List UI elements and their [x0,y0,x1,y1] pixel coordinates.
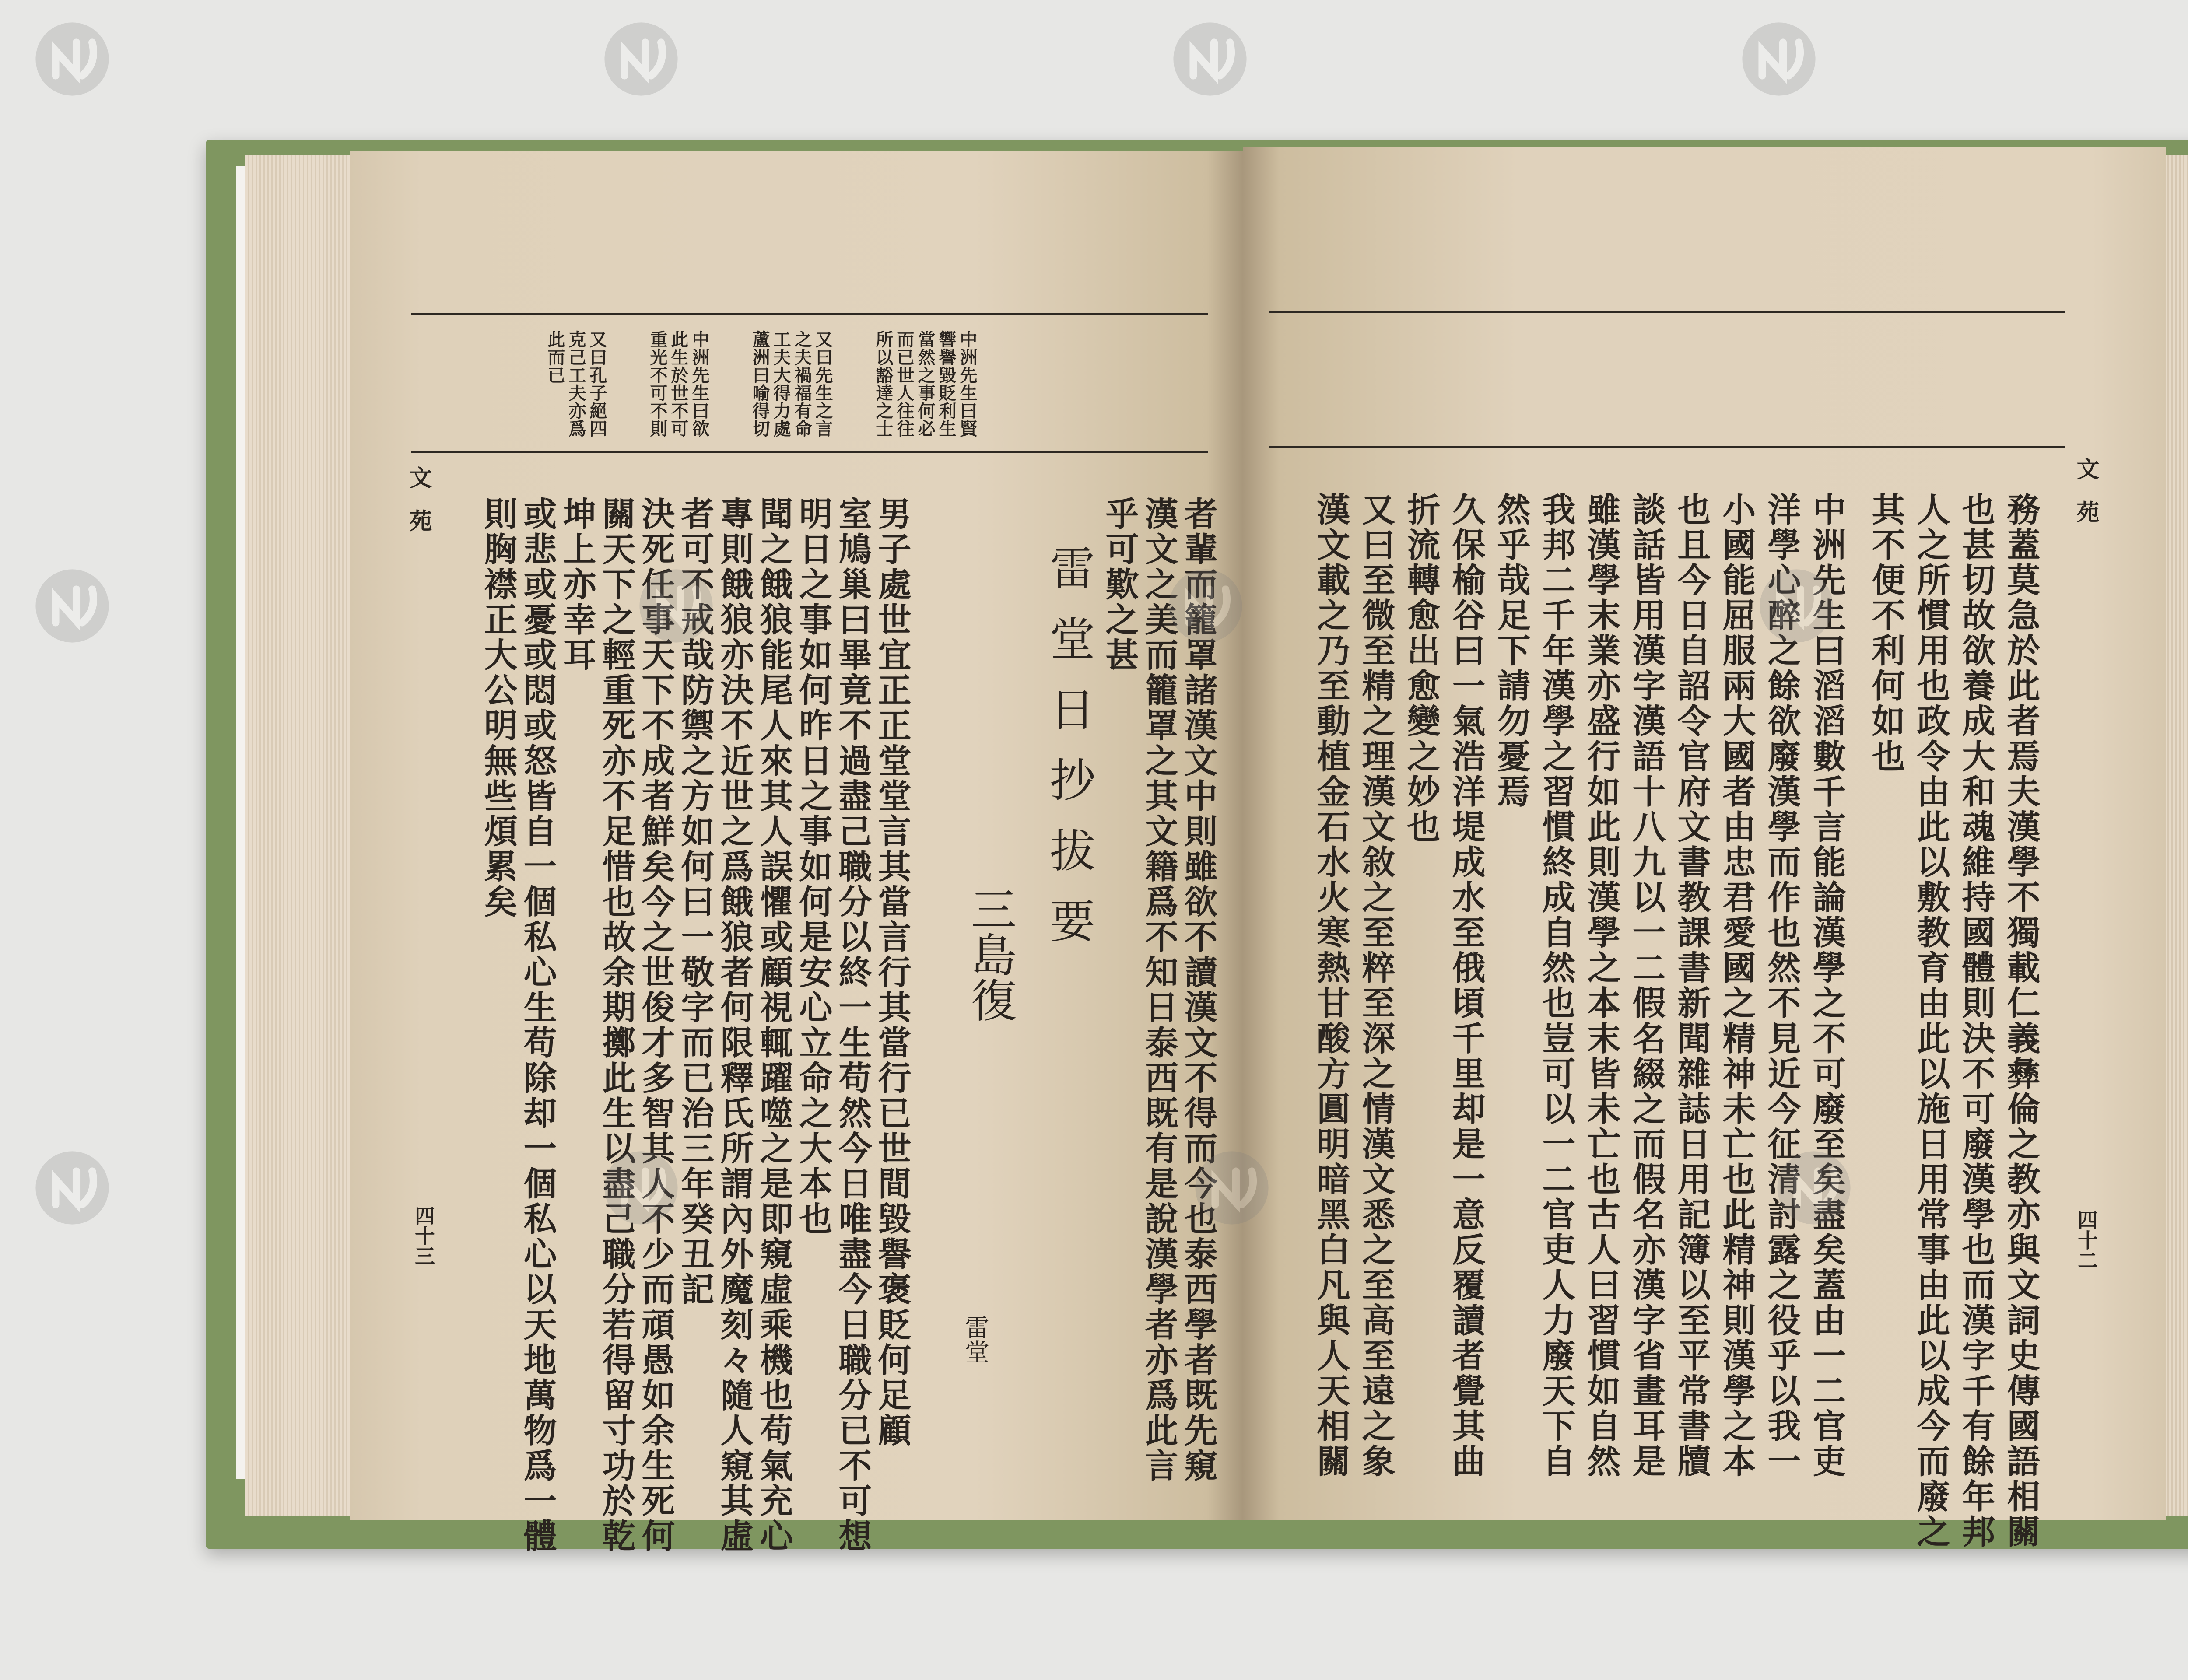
nishogakusha-logo-icon [1168,18,1252,101]
text-column: 久保榆谷曰一氣浩洋堤成水至俄頃千里却是一意反覆讀者覺其曲 [1447,492,1486,1479]
text-column: 決死任事天下不成者鮮矣今之世俊才多智其人不少而頑愚如余生死何 [636,497,675,1554]
running-header: 文苑 [2072,457,2099,544]
text-column: 我邦二千年漢學之習慣終成自然也豈可以一二官吏人力廢天下自 [1537,492,1576,1479]
annotation-note-column: 之夫禍福有命 [792,330,812,438]
text-column: 聞之餓狼能尾人來其人誤懼或顧視輒躍噬之是即窺虛乘機也苟氣充心 [754,497,793,1554]
text-column: 小國能屈服兩大國者由忠君愛國之精神未亡也此精神則漢學之本 [1717,492,1756,1479]
nishogakusha-logo-icon [600,1146,683,1229]
text-column: 其不便不利何如也 [1866,492,1905,774]
text-column: 關天下之輕重死亦不足惜也故余期擲此生以盡己職分若得留寸功於乾 [597,497,636,1554]
text-column: 也甚切故欲養成大和魂維持國體則決不可廢漢學也而漢字千有餘年邦 [1957,492,1995,1550]
text-column: 者可不戒哉防禦之方如何曰一敬字而已治三年癸丑記 [676,497,715,1307]
page-number: 四十二 [2075,1210,2098,1270]
text-column: 坤上亦幸耳 [558,497,596,673]
annotation-note-column: 中洲先生曰賢 [957,330,978,438]
header-rule-bottom [411,451,1208,453]
annotation-note-column: 中洲先生曰欲 [689,330,710,438]
text-column: 或悲或憂或悶或怒皆自一個私心生苟除却一個私心以天地萬物爲一體 [518,497,557,1554]
text-column: 談話皆用漢字漢語十八九以一二假名綴之而假名亦漢字省畫耳是 [1627,492,1666,1479]
text-column: 務蓋莫急於此者焉夫漢學不獨載仁義彝倫之教亦與文詞史傳國語相關 [2002,492,2041,1550]
annotation-note-column: 又曰孔子絕四 [587,330,607,438]
text-column: 者輩而籠罩諸漢文中則雖欲不讀漢文不得而今也泰西學者既先窺 [1179,497,1218,1484]
text-column: 明日之事如何昨日之事如何是安心立命之大本也 [794,497,833,1237]
text-column: 人之所慣用也政令由此以敷教育由此以施日用常事由此以成今而廢之 [1911,492,1950,1550]
author-name: 三島復 [963,886,1017,1022]
text-column: 雖漢學末業亦盛行如此則漢學之本末皆未亡也古人曰習慣如自然 [1582,492,1621,1479]
text-column: 漢文之美而籠罩之其文籍爲不知日泰西既有是說漢學者亦爲此言 [1140,497,1178,1484]
running-header: 文苑 [405,466,432,553]
page-stack-left [245,155,359,1516]
annotation-note-column: 所以豁達之士 [873,330,894,438]
text-column: 然乎哉足下請勿憂焉 [1492,492,1531,810]
nishogakusha-logo-icon [1737,18,1820,101]
left-page [350,151,1243,1554]
author-pen-name: 雷堂 [961,1315,989,1364]
text-column: 折流轉愈出愈變之妙也 [1402,492,1441,845]
annotation-note-column: 響譽毀貶利生 [936,330,957,438]
annotation-note-column: 蘆洲曰喻得切 [750,330,770,438]
nishogakusha-logo-icon [635,564,718,648]
right-page [1243,147,2166,1550]
text-column: 室鳩巢曰畢竟不過盡己職分以終一生苟然今日唯盡今日職分已不可想 [833,497,872,1554]
header-rule-top [1269,311,2065,313]
header-rule-top [411,313,1208,315]
header-rule-bottom [1269,446,2065,448]
annotation-note-column: 又曰先生之言 [813,330,833,438]
nishogakusha-logo-icon [600,18,683,101]
text-column: 又曰至微至精之理漢文敘之至粹至深之情漢文悉之至高至遠之象 [1357,492,1396,1479]
nishogakusha-logo-icon [1755,564,1838,648]
text-column: 漢文載之乃至動植金石水火寒熱甘酸方圓明暗黑白凡與人天相關 [1311,492,1350,1479]
annotation-note-column: 而已世人往往 [894,330,915,438]
text-column: 中洲先生曰滔滔數千言能論漢學之不可廢至矣盡矣蓋由一二官吏 [1807,492,1846,1479]
annotation-note-column: 工夫大得力處 [771,330,791,438]
nishogakusha-logo-icon [31,564,114,648]
text-column: 則胸襟正大公明無些煩累矣 [479,497,518,920]
nishogakusha-logo-icon [1164,564,1247,648]
section-title: 雷堂日抄拔要 [1042,545,1095,968]
nishogakusha-logo-icon [1190,1146,1273,1229]
annotation-note-column: 此而已 [545,330,565,384]
nishogakusha-logo-icon [31,1146,114,1229]
annotation-note-column: 當然之事何必 [915,330,936,438]
nishogakusha-logo-icon [31,18,114,101]
annotation-note-column: 重光不可不則 [647,330,668,438]
text-column: 專則餓狼亦決不近世之爲餓狼者何限釋氏所謂內外魔刻々隨人窺其虛 [715,497,754,1554]
text-column: 也且今日自詔令官府文書教課書新聞雜誌日用記簿以至平常書牘 [1672,492,1711,1479]
annotation-note-column: 克己工夫亦爲 [566,330,586,438]
page-number: 四十三 [412,1205,435,1266]
text-column: 洋學心醉之餘欲廢漢學而作也然不見近今征清討露之役乎以我一 [1762,492,1801,1479]
text-column: 乎可歎之甚 [1100,497,1139,673]
annotation-note-column: 此生於世不可 [668,330,689,438]
nishogakusha-logo-icon [1772,1146,1855,1229]
text-column: 男子處世宜正正堂堂言其當言行其當行已世間毀譽褒貶何足顧 [873,497,912,1449]
